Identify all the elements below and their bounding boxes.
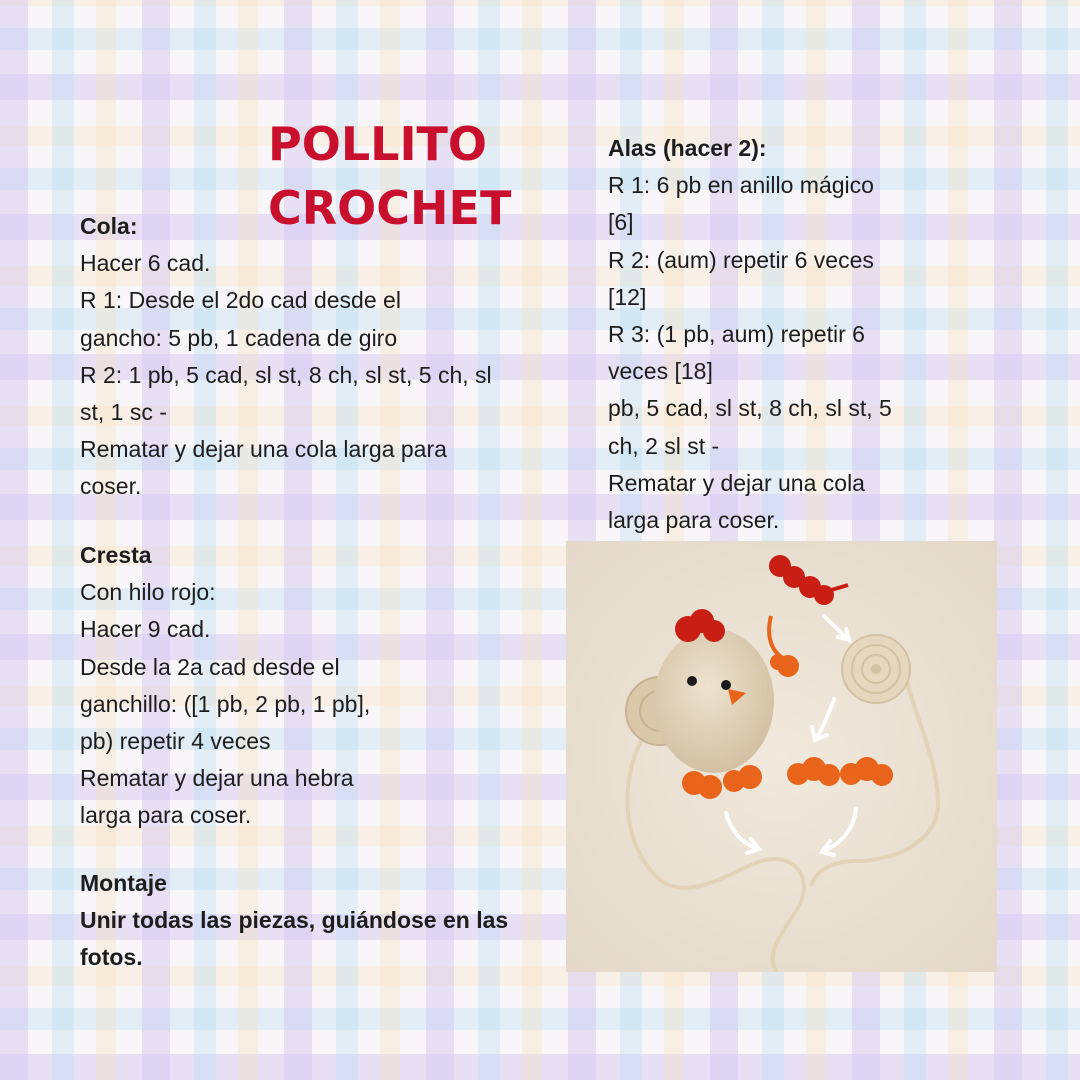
cresta-line: Rematar y dejar una hebra bbox=[80, 765, 354, 792]
chick-eye-icon bbox=[687, 676, 697, 686]
wing-disc-icon bbox=[842, 635, 910, 703]
alas-line: R 3: (1 pb, aum) repetir 6 bbox=[608, 321, 865, 348]
cola-line: st, 1 sc - bbox=[80, 399, 167, 426]
montaje-section bbox=[80, 865, 508, 977]
alas-heading: Alas (hacer 2): bbox=[608, 135, 767, 161]
montaje-line: Unir todas las piezas, guiándose en las bbox=[80, 907, 509, 934]
alas-line: R 1: 6 pb en anillo mágico bbox=[608, 172, 874, 199]
cresta-line: pb) repetir 4 veces bbox=[80, 728, 271, 755]
alas-line: larga para coser. bbox=[608, 507, 780, 534]
chick-eye-icon bbox=[721, 680, 731, 690]
cresta-line: Con hilo rojo: bbox=[80, 579, 216, 606]
alas-line: [12] bbox=[608, 283, 647, 310]
cresta-line: larga para coser. bbox=[80, 802, 252, 829]
title-line-2: CROCHET bbox=[268, 181, 512, 235]
montaje-line: fotos. bbox=[80, 944, 143, 971]
cola-heading: Cola: bbox=[80, 213, 138, 239]
alas-line: veces [18] bbox=[608, 358, 713, 385]
montaje-heading: Montaje bbox=[80, 870, 167, 896]
alas-line: pb, 5 cad, sl st, 8 ch, sl st, 5 bbox=[608, 395, 892, 422]
cola-section bbox=[80, 208, 492, 506]
photo-illustration bbox=[566, 541, 997, 972]
title-line-1: POLLITO bbox=[268, 117, 488, 171]
alas-line: Rematar y dejar una cola bbox=[608, 469, 865, 496]
cola-line: R 2: 1 pb, 5 cad, sl st, 8 ch, sl st, 5 ch, sl bbox=[80, 361, 492, 388]
cresta-heading: Cresta bbox=[80, 542, 152, 568]
chick-body-icon bbox=[654, 629, 774, 773]
cola-line: gancho: 5 pb, 1 cadena de giro bbox=[80, 324, 398, 351]
cresta-line: Hacer 9 cad. bbox=[80, 616, 211, 643]
alas-line: ch, 2 sl st - bbox=[608, 432, 720, 459]
alas-section bbox=[608, 130, 892, 539]
alas-line: R 2: (aum) repetir 6 veces bbox=[608, 246, 874, 273]
alas-line: [6] bbox=[608, 209, 634, 236]
cola-line: Rematar y dejar una cola larga para bbox=[80, 436, 447, 463]
cola-line: Hacer 6 cad. bbox=[80, 250, 211, 277]
cresta-line: ganchillo: ([1 pb, 2 pb, 1 pb], bbox=[80, 690, 371, 717]
crochet-chick-photo bbox=[566, 541, 997, 972]
cresta-section bbox=[80, 537, 370, 835]
cola-line: R 1: Desde el 2do cad desde el bbox=[80, 287, 401, 314]
cola-line: coser. bbox=[80, 473, 142, 500]
cresta-line: Desde la 2a cad desde el bbox=[80, 653, 340, 680]
